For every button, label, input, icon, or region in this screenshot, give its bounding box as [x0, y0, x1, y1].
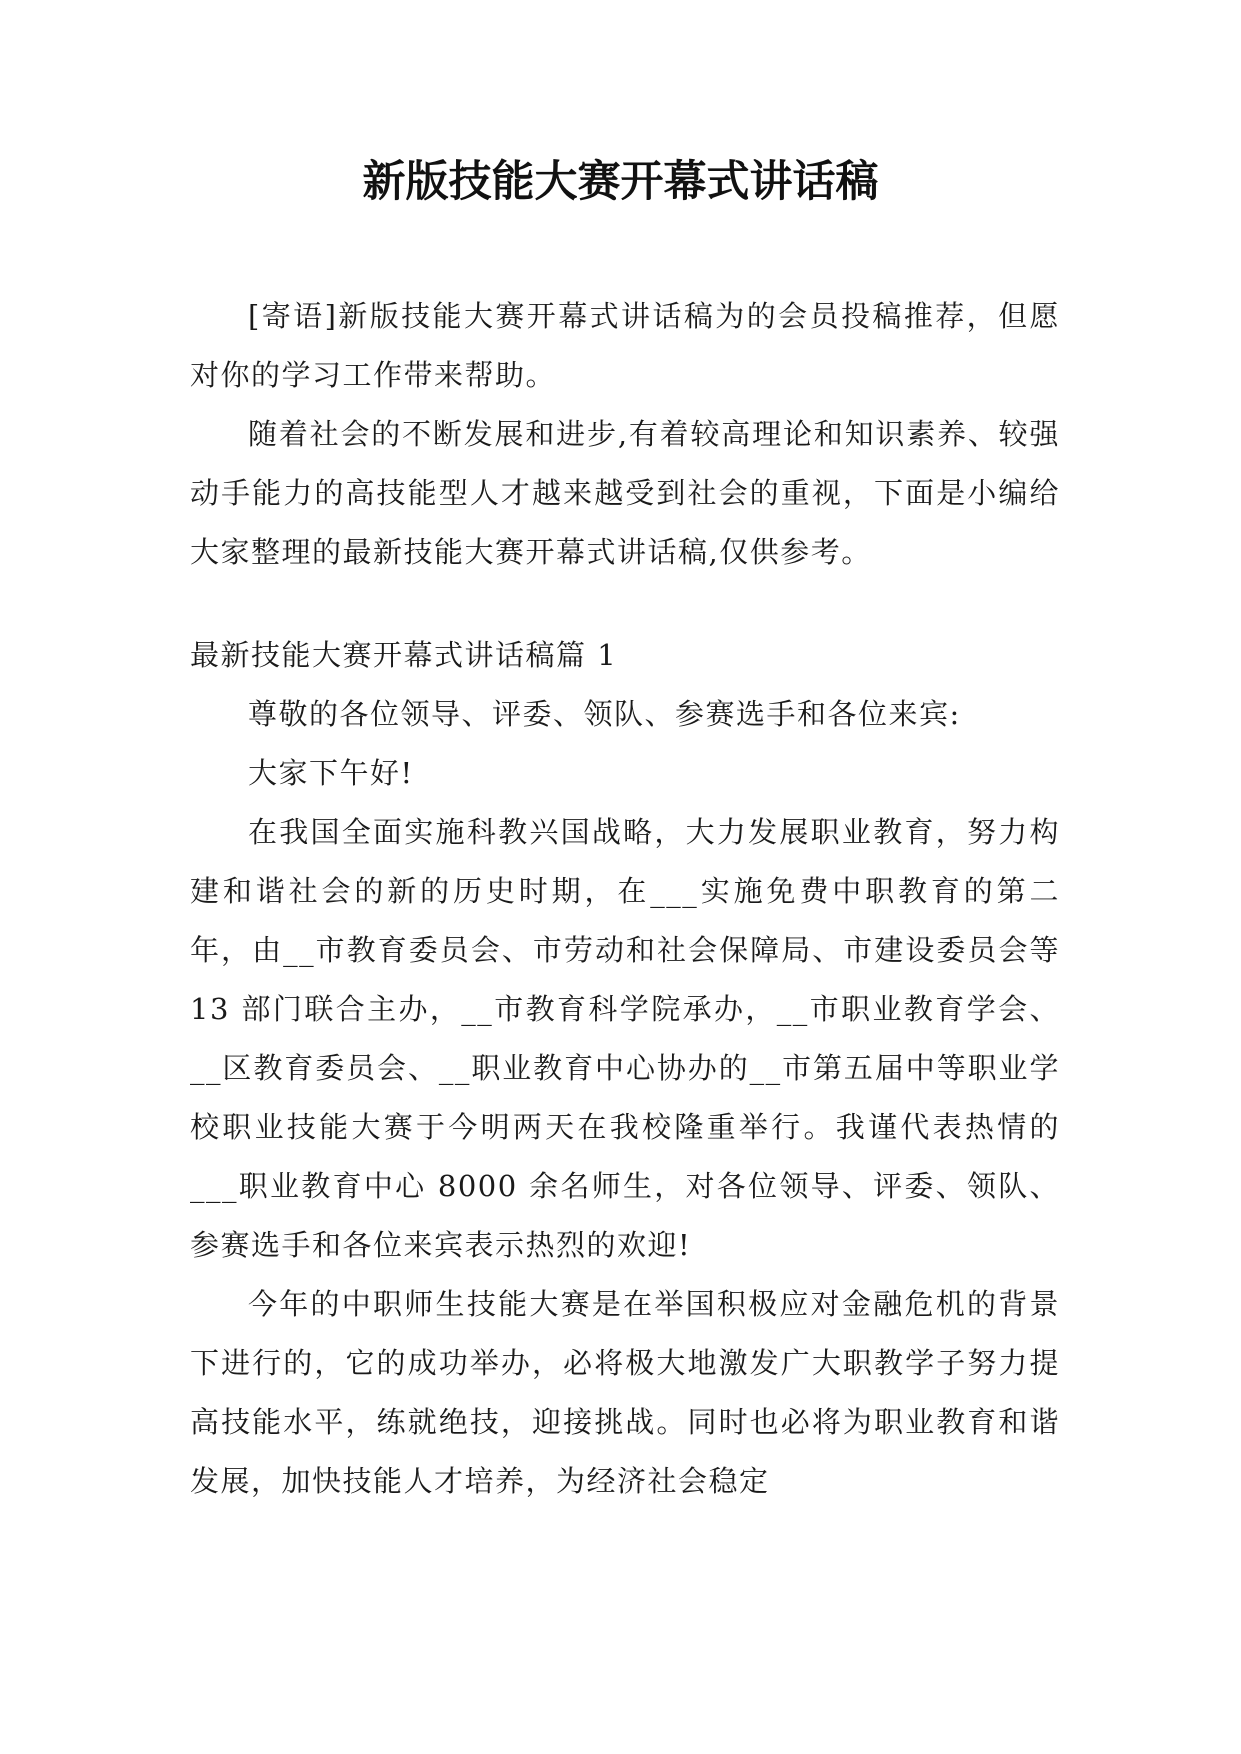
intro-paragraph: [寄语]新版技能大赛开幕式讲话稿为的会员投稿推荐，但愿对你的学习工作带来帮助。 — [190, 299, 1060, 392]
body-paragraph: 在我国全面实施科教兴国战略，大力发展职业教育，努力构建和谐社会的新的历史时期，在___实施免费中职教育的第二年，由__市教育委员会、市劳动和社会保障局、市建设委员会等 13 部门联合主办，__市教育科学院承办，__市职业教育学会、__区教育委员会、__职业教育中心协办的__市第五届中等职业学校职业技能大赛于今明两天在我校隆重举行。我谨代表热情的___职业教育中心 8000 余名师生，对各位领导、评委、领队、参赛选手和各位来宾表示热烈的欢迎! — [190, 815, 1060, 1262]
document-title: 新版技能大赛开幕式讲话稿 — [362, 157, 879, 207]
intro-paragraph: 随着社会的不断发展和进步,有着较高理论和知识素养、较强动手能力的高技能型人才越来越受到社会的重视，下面是小编给大家整理的最新技能大赛开幕式讲话稿,仅供参考。 — [190, 417, 1060, 569]
body-paragraph: 尊敬的各位领导、评委、领队、参赛选手和各位来宾: — [248, 697, 961, 731]
section-heading: 最新技能大赛开幕式讲话稿篇 1 — [190, 638, 618, 672]
body-paragraph: 大家下午好! — [248, 756, 414, 790]
body-paragraph: 今年的中职师生技能大赛是在举国积极应对金融危机的背景下进行的，它的成功举办，必将极大地激发广大职教学子努力提高技能水平，练就绝技，迎接挑战。同时也必将为职业教育和谐发展，加快技能人才培养，为经济社会稳定 — [190, 1287, 1060, 1498]
document-body — [190, 287, 1060, 1511]
